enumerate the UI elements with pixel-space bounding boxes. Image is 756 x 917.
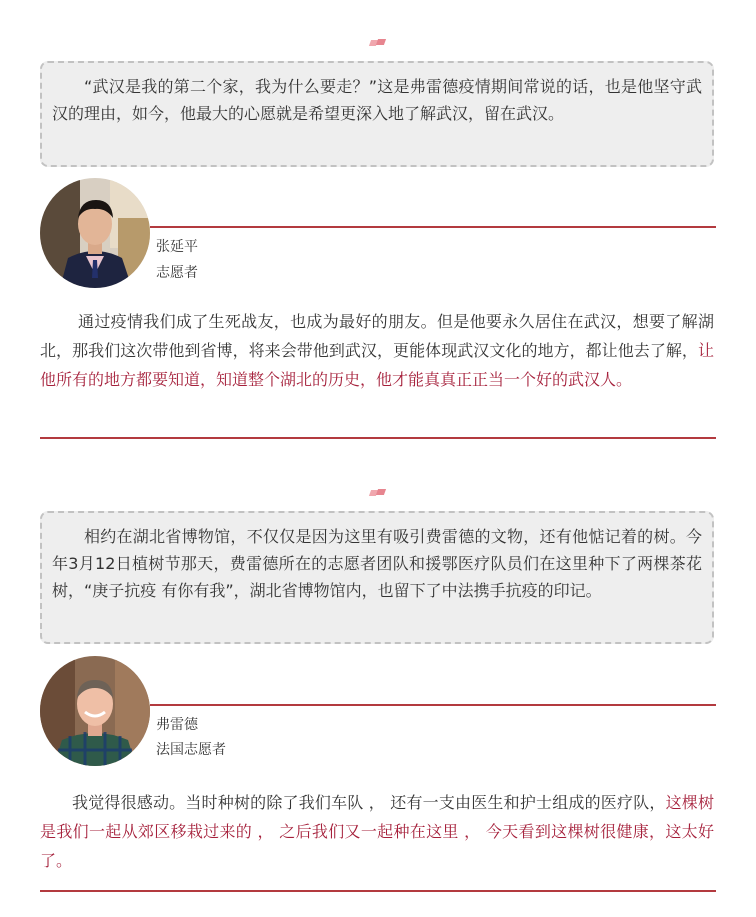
smiling-man-plaid-shirt-photo: [40, 656, 150, 766]
quote-box: [40, 61, 714, 167]
statement-text: 通过疫情我们成了生死战友，也成为最好的朋友。但是他要永久居住在武汉，想要了解湖北，那我们这次带他到省博，将来会带他到武汉，更能体现武汉文化的地方，都让他去了解，: [40, 312, 714, 360]
statement-paragraph: [40, 307, 714, 394]
statement-highlight: 这棵树是我们一起从郊区移栽过来的 ， 之后我们又一起种在这里 ， 今天看到这棵树很健康，这太好了。: [40, 793, 714, 870]
quote-box: [40, 511, 714, 644]
person-name: 张延平: [156, 239, 198, 255]
statement-text: 我觉得很感动。当时种树的除了我们车队 ， 还有一支由医生和护士组成的医疗队，: [72, 793, 666, 812]
person-role: 志愿者: [156, 265, 198, 281]
person-divider: [150, 704, 716, 706]
decorative-ribbon-icon: [370, 39, 386, 46]
person-role: 法国志愿者: [156, 742, 226, 758]
quote-text: 相约在湖北省博物馆，不仅仅是因为这里有吸引费雷德的文物，还有他惦记着的树。今年3月12日植树节那天，费雷德所在的志愿者团队和援鄂医疗队员们在这里种下了两棵茶花树，“庚子抗疫 有你有我”，湖北省博物馆内，也留下了中法携手抗疫的印记。: [52, 527, 702, 600]
quote-text: “武汉是我的第二个家，我为什么要走？”这是弗雷德疫情期间常说的话，也是他坚守武汉的理由，如今，他最大的心愿就是希望更深入地了解武汉，留在武汉。: [52, 77, 702, 123]
section-divider: [40, 890, 716, 892]
man-in-dark-suit-photo: [40, 178, 150, 288]
decorative-ribbon-icon: [370, 489, 386, 496]
avatar: [40, 656, 150, 766]
section-divider: [40, 437, 716, 439]
person-divider: [150, 226, 716, 228]
person-name: 弗雷德: [156, 717, 198, 733]
statement-paragraph: [40, 788, 714, 875]
avatar: [40, 178, 150, 288]
statement-highlight: 让他所有的地方都要知道，知道整个湖北的历史，他才能真真正正当一个好的武汉人。: [40, 341, 714, 389]
